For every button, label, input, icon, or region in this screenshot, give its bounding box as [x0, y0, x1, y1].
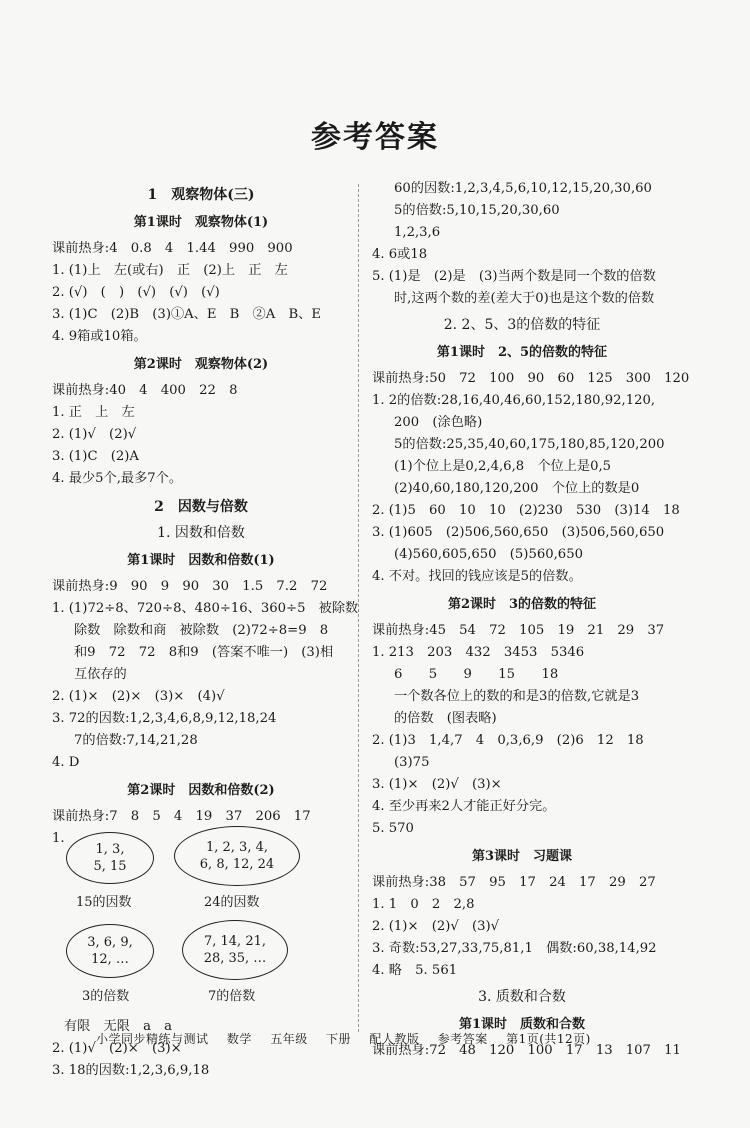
answer-line: 课前热身:72 48 120 100 17 13 107 11 [372, 1043, 681, 1058]
oval-caption: 24的因数 [204, 895, 260, 910]
unit-1-title: 1 观察物体(三) [147, 187, 255, 203]
footer-page-number: 第1页(共12页) [506, 1032, 591, 1046]
oval-factors-15: 1, 3, 5, 15 [66, 832, 154, 884]
lesson-title: 第2课时 3的倍数的特征 [447, 597, 597, 612]
answer-line: 课前热身:9 90 9 90 30 1.5 7.2 72 [52, 579, 328, 594]
set-diagram [52, 840, 350, 1016]
answer-line: 4. 最少5个,最多7个。 [52, 471, 183, 486]
unit-2-title: 2 因数与倍数 [154, 499, 248, 515]
answer-line: 2. (1)× (2)√ (3)√ [372, 919, 500, 934]
answer-line: 除数 除数和商 被除数 (2)72÷8=9 8 [74, 623, 329, 638]
page-title: 参考答案 [311, 120, 439, 155]
answer-line: 2. (1)√ (2)× (3)× [52, 1041, 182, 1056]
lesson-title: 第2课时 观察物体(2) [133, 357, 269, 372]
answer-line: 的倍数 (图表略) [394, 711, 497, 726]
answer-line: 1. 正 上 左 [52, 405, 135, 420]
answer-line: 1. [52, 831, 65, 846]
answer-line: 2. (1)3 1,4,7 4 0,3,6,9 (2)6 12 18 [372, 733, 644, 748]
answer-line: 1. (1)上 左(或右) 正 (2)上 正 左 [52, 263, 288, 278]
answer-line: 1. 2的倍数:28,16,40,46,60,152,180,92,120, [372, 393, 656, 408]
answer-line: (3)75 [394, 755, 430, 770]
answer-line: (1)个位上是0,2,4,6,8 个位上是0,5 [394, 459, 612, 474]
answer-line: 3. (1)C (2)B (3)①A、E B ②A B、E [52, 307, 321, 322]
answer-line: 有限 无限 a a [64, 1019, 173, 1034]
lesson-title: 第1课时 质数和合数 [458, 1017, 586, 1032]
answer-line: (2)40,60,180,120,200 个位上的数是0 [394, 481, 640, 496]
answer-line: 4. D [52, 755, 80, 770]
answer-line: 3. 72的因数:1,2,3,4,6,8,9,12,18,24 [52, 711, 277, 726]
answer-line: 4. 至少再来2人才能正好分完。 [372, 799, 556, 814]
answer-line: 4. 6或18 [372, 247, 428, 262]
lesson-title: 第2课时 因数和倍数(2) [127, 783, 275, 798]
answer-line: 课前热身:7 8 5 4 19 37 206 17 [52, 809, 311, 824]
oval-factors-24: 1, 2, 3, 4, 6, 8, 12, 24 [174, 826, 300, 886]
footer-book: 小学同步精练与测试 [96, 1032, 209, 1046]
answer-line: 2. (1)× (2)× (3)× (4)√ [52, 689, 225, 704]
right-column [372, 178, 690, 1062]
answer-line: 1. (1)72÷8、720÷8、480÷16、360÷5 被除数 [52, 601, 359, 616]
answer-line: 6 5 9 15 18 [394, 667, 559, 682]
answer-line: 3. 奇数:53,27,33,75,81,1 偶数:60,38,14,92 [372, 941, 657, 956]
answer-line: 5的倍数:5,10,15,20,30,60 [394, 203, 560, 218]
footer-volume: 下册 [326, 1032, 352, 1046]
answer-line: 1,2,3,6 [394, 225, 441, 240]
oval-multiples-3: 3, 6, 9, 12, … [66, 924, 154, 978]
footer-section: 参考答案 [437, 1032, 488, 1046]
answer-line: 3. (1)605 (2)506,560,650 (3)506,560,650 [372, 525, 665, 540]
answer-line: 和9 72 72 8和9 (答案不唯一) (3)相 [74, 645, 334, 660]
answer-line: 课前热身:45 54 72 105 19 21 29 37 [372, 623, 665, 638]
lesson-title: 第1课时 观察物体(1) [133, 215, 269, 230]
answer-line: 3. (1)× (2)√ (3)× [372, 777, 502, 792]
oval-multiples-7: 7, 14, 21, 28, 35, … [182, 920, 288, 980]
left-column [52, 178, 359, 1082]
footer-subject: 数学 [226, 1032, 252, 1046]
answer-line: 课前热身:50 72 100 90 60 125 300 120 [372, 371, 690, 386]
lesson-title: 第1课时 2、5的倍数的特征 [436, 345, 608, 360]
answer-line: 5的倍数:25,35,40,60,175,180,85,120,200 [394, 437, 665, 452]
section-title: 3. 质数和合数 [478, 989, 566, 1005]
answer-line: 7的倍数:7,14,21,28 [74, 733, 198, 748]
answer-line: 4. 不对。找回的钱应该是5的倍数。 [372, 569, 582, 584]
answer-line: 200 (涂色略) [394, 415, 483, 430]
answer-line: 2. (1)√ (2)√ [52, 427, 137, 442]
answer-line: 课前热身:4 0.8 4 1.44 990 900 [52, 241, 293, 256]
answer-line: 课前热身:38 57 95 17 24 17 29 27 [372, 875, 656, 890]
lesson-title: 第1课时 因数和倍数(1) [127, 553, 275, 568]
answer-line: 5. 570 [372, 821, 414, 836]
answer-line: 1. 1 0 2 2,8 [372, 897, 475, 912]
answer-line: 3. (1)C (2)A [52, 449, 139, 464]
column-divider [358, 184, 359, 1032]
answer-line: 1. 213 203 432 3453 5346 [372, 645, 585, 660]
answer-line: 2. (1)5 60 10 10 (2)230 530 (3)14 18 [372, 503, 680, 518]
footer-edition: 配人教版 [369, 1032, 420, 1046]
answer-line: 5. (1)是 (2)是 (3)当两个数是同一个数的倍数 [372, 269, 656, 284]
answer-line: 一个数各位上的数的和是3的倍数,它就是3 [394, 689, 640, 704]
answer-line: 3. 18的因数:1,2,3,6,9,18 [52, 1063, 210, 1078]
answer-line: 时,这两个数的差(差大于0)也是这个数的倍数 [394, 291, 655, 306]
lesson-title: 第3课时 习题课 [471, 849, 573, 864]
answer-line: 60的因数:1,2,3,4,5,6,10,12,15,20,30,60 [394, 181, 652, 196]
oval-caption: 3的倍数 [82, 989, 130, 1004]
section-title: 1. 因数和倍数 [157, 525, 245, 541]
answer-line: 4. 略 5. 561 [372, 963, 458, 978]
section-title: 2. 2、5、3的倍数的特征 [443, 317, 601, 333]
answer-line: (4)560,605,650 (5)560,650 [394, 547, 583, 562]
answer-line: 课前热身:40 4 400 22 8 [52, 383, 238, 398]
answer-line: 互依存的 [74, 667, 127, 682]
answer-line: 2. (√) ( ) (√) (√) (√) [52, 285, 220, 300]
answer-line: 4. 9箱或10箱。 [52, 329, 147, 344]
footer-grade: 五年级 [270, 1032, 308, 1046]
oval-caption: 15的因数 [76, 895, 132, 910]
page-footer [96, 1030, 605, 1047]
oval-caption: 7的倍数 [208, 989, 256, 1004]
